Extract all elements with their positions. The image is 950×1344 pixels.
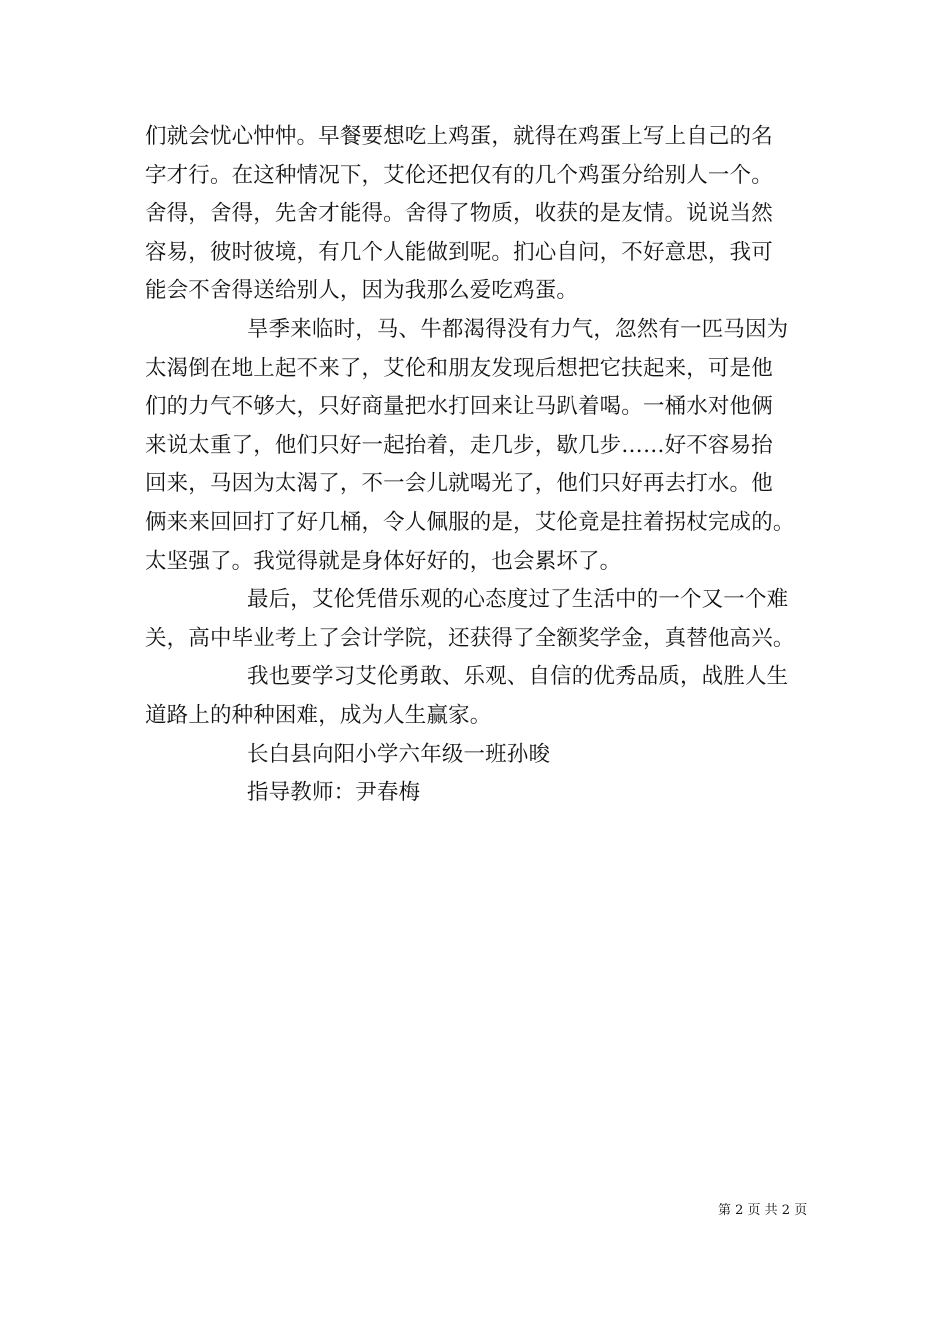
text-line-12: 太坚强了。我觉得就是身体好好的，也会累坏了。 [145,548,622,574]
text-line-3: 舍得，舍得，先舍才能得。舍得了物质，收获的是友情。说说当然 [145,201,773,227]
author-line: 长白县向阳小学六年级一班孙晙 [247,741,551,767]
text-line-9: 来说太重了，他们只好一起抬着，走几步，歇几步……好不容易抬 [145,432,773,458]
text-line-13: 最后，艾伦凭借乐观的心态度过了生活中的一个又一个难 [247,587,789,613]
body-text [145,118,810,813]
text-line-11: 俩来来回回打了好几桶，令人佩服的是，艾伦竟是拄着拐杖完成的。 [145,509,795,535]
text-line-1: 们就会忧心忡忡。早餐要想吃上鸡蛋，就得在鸡蛋上写上自己的名 [145,124,773,149]
teacher-line: 指导教师：尹春梅 [247,780,421,806]
text-line-7: 太渴倒在地上起不来了，艾伦和朋友发现后想把它扶起来，可是他 [145,355,773,381]
text-line-15: 我也要学习艾伦勇敢、乐观、自信的优秀品质，战胜人生 [247,664,789,690]
page-number-footer: 第 2 页 共 2 页 [718,1203,808,1218]
text-line-5: 能会不舍得送给别人，因为我那么爱吃鸡蛋。 [145,278,579,304]
text-line-14: 关，高中毕业考上了会计学院，还获得了全额奖学金，真替他高兴。 [145,625,795,651]
text-line-8: 们的力气不够大，只好商量把水打回来让马趴着喝。一桶水对他俩 [145,394,773,420]
text-line-2: 字才行。在这种情况下，艾伦还把仅有的几个鸡蛋分给别人一个。 [145,162,773,188]
text-line-10: 回来，马因为太渴了，不一会儿就喝光了，他们只好再去打水。他 [145,471,773,497]
text-line-6: 旱季来临时，马、牛都渴得没有力气，忽然有一匹马因为 [247,316,789,342]
text-line-16: 道路上的种种困难，成为人生赢家。 [145,702,492,728]
text-line-4: 容易，彼时彼境，有几个人能做到呢。扪心自问，不好意思，我可 [145,239,773,265]
